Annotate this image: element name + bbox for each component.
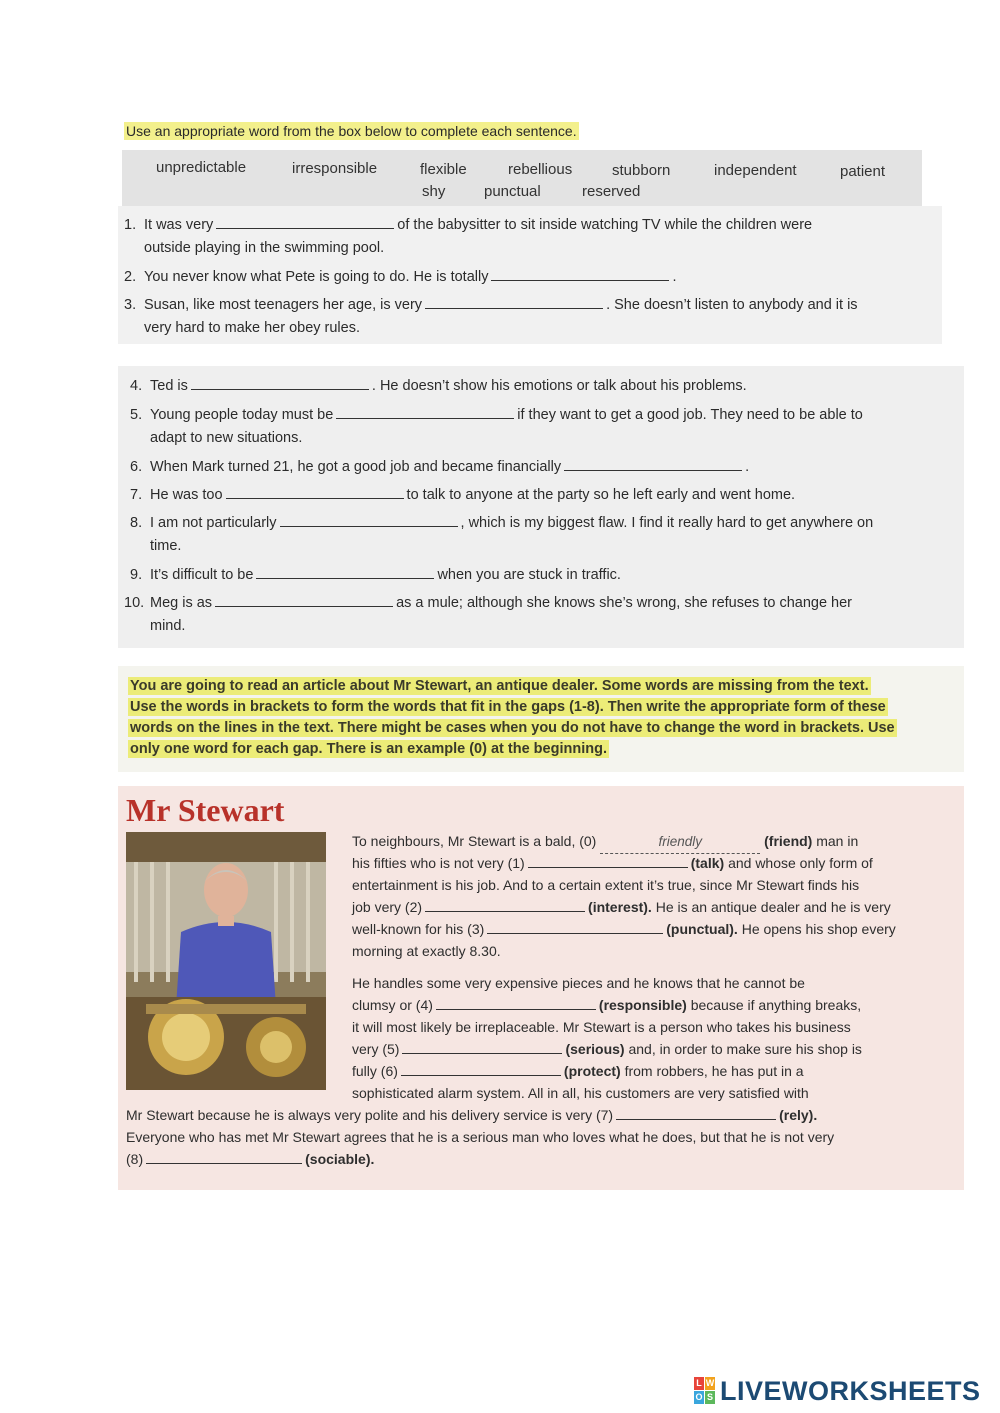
logo-mark-letter: S xyxy=(706,1392,713,1402)
question-text: It was very xyxy=(144,217,214,233)
article-text: (8) xyxy=(126,1151,144,1167)
instruction-2 xyxy=(118,666,964,772)
instruction-2-text: Use the words in brackets to form the words that fit in the gaps (1-8). Then write the appropriate form of these xyxy=(130,699,886,715)
instruction-2-line xyxy=(128,741,609,757)
question-text: if they want to get a good job. They need to be able to xyxy=(517,407,863,423)
word-prompt: (responsible) xyxy=(598,997,687,1013)
question-text: When Mark turned 21, he got a good job and became financially xyxy=(150,459,562,475)
question-number: 4. xyxy=(130,378,143,394)
article-panel xyxy=(118,786,964,1190)
article-line xyxy=(352,1016,851,1038)
word-prompt: (punctual). xyxy=(666,921,738,937)
answer-blank-7[interactable] xyxy=(226,484,404,499)
answer-blank-6[interactable] xyxy=(564,456,742,471)
question-text: to talk to anyone at the party so he left early and went home. xyxy=(406,487,796,503)
answer-blank-4[interactable] xyxy=(191,375,369,390)
question-2 xyxy=(124,266,924,289)
article-line xyxy=(126,1148,374,1170)
question-number: 2. xyxy=(124,269,137,285)
article-text: entertainment is his job. And to a certain extent it’s true, since Mr Stewart finds his xyxy=(352,877,860,893)
article-text: it will most likely be irreplaceable. Mr Stewart is a person who takes his business xyxy=(352,1019,851,1035)
word-prompt: (serious) xyxy=(565,1041,625,1057)
word-prompt: (rely). xyxy=(779,1107,818,1123)
question-text: He was too xyxy=(150,487,223,503)
instruction-2-line xyxy=(128,720,897,736)
answer-blank-3[interactable] xyxy=(425,294,603,309)
article-line xyxy=(352,874,859,896)
instruction-2-text: You are going to read an article about Mr Stewart, an antique dealer. Some words are missing from the text. xyxy=(130,678,869,694)
question-5 xyxy=(130,404,960,450)
question-text: You never know what Pete is going to do. He is totally xyxy=(144,269,489,285)
logo-text: LIVEWORKSHEETS xyxy=(720,1375,981,1406)
article-text: job very (2) xyxy=(352,899,423,915)
article-line xyxy=(352,994,861,1016)
word-prompt: (interest). xyxy=(588,899,652,915)
gap-3-blank[interactable] xyxy=(487,919,663,934)
word-box xyxy=(122,150,922,206)
liveworksheets-logo xyxy=(694,1376,981,1406)
question-text: outside playing in the swimming pool. xyxy=(144,240,385,256)
article-text: fully (6) xyxy=(352,1063,398,1079)
article-title: Mr Stewart xyxy=(126,792,285,828)
article-line xyxy=(352,1060,804,1082)
logo-mark-icon xyxy=(694,1377,716,1405)
article-text: To neighbours, Mr Stewart is a bald, (0) xyxy=(352,833,597,849)
question-number: 7. xyxy=(130,487,143,503)
question-text: when you are stuck in traffic. xyxy=(437,567,621,583)
word-irresponsible: irresponsible xyxy=(292,160,378,177)
article-text: well-known for his (3) xyxy=(352,921,485,937)
article-text: because if anything breaks, xyxy=(690,997,862,1013)
question-number: 6. xyxy=(130,459,143,475)
article-line xyxy=(352,852,873,874)
gap-5-blank[interactable] xyxy=(402,1039,562,1054)
article-text: Everyone who has met Mr Stewart agrees that he is a serious man who loves what he does, but that he is not very xyxy=(126,1129,835,1145)
article-text: morning at exactly 8.30. xyxy=(352,943,501,959)
mr-stewart-photo xyxy=(126,832,326,1090)
article-text: He is an antique dealer and he is very xyxy=(655,899,891,915)
article-text: clumsy or (4) xyxy=(352,997,433,1013)
gap-6-blank[interactable] xyxy=(401,1061,561,1076)
question-1 xyxy=(124,214,924,260)
article-line xyxy=(352,896,891,918)
question-text: , which is my biggest flaw. I find it really hard to get anywhere on xyxy=(460,515,874,531)
question-text: Susan, like most teenagers her age, is very xyxy=(144,297,423,313)
word-flexible: flexible xyxy=(420,161,467,178)
question-text: Meg is as xyxy=(150,595,213,611)
question-text: . She doesn’t listen to anybody and it is xyxy=(606,297,858,313)
logo-mark-letter: L xyxy=(694,1377,704,1390)
question-number: 1. xyxy=(124,217,137,233)
article-line xyxy=(352,830,858,854)
word-patient: patient xyxy=(840,163,886,180)
word-unpredictable: unpredictable xyxy=(156,159,247,176)
article-text: Mr Stewart because he is always very polite and his delivery service is very (7) xyxy=(126,1107,614,1123)
question-text: mind. xyxy=(150,618,186,634)
question-8 xyxy=(130,512,960,558)
question-number: 9. xyxy=(130,567,143,583)
article-line xyxy=(126,1104,817,1126)
question-9 xyxy=(130,564,960,587)
article-text: from robbers, he has put in a xyxy=(624,1063,804,1079)
answer-blank-8[interactable] xyxy=(280,512,458,527)
instruction-1 xyxy=(120,118,946,144)
article-text: He opens his shop every xyxy=(737,921,896,937)
question-text: of the babysitter to sit inside watching TV while the children were xyxy=(397,217,813,233)
answer-blank-1[interactable] xyxy=(216,214,394,229)
word-reserved: reserved xyxy=(582,183,641,200)
word-punctual: punctual xyxy=(484,183,541,200)
question-3 xyxy=(124,294,924,340)
logo-mark-letter: O xyxy=(695,1392,703,1402)
article-text: and, in order to make sure his shop is xyxy=(628,1041,862,1057)
instruction-2-text: only one word for each gap. There is an example (0) at the beginning. xyxy=(130,741,607,757)
gap-2-blank[interactable] xyxy=(425,897,585,912)
instruction-2-text: words on the lines in the text. There might be cases when you do not have to change the word in brackets. Use xyxy=(130,720,895,736)
gap-7-blank[interactable] xyxy=(616,1105,776,1120)
question-7 xyxy=(130,484,960,507)
word-independent: independent xyxy=(714,162,797,179)
word-rebellious: rebellious xyxy=(508,161,573,178)
question-text: It’s difficult to be xyxy=(150,567,254,583)
answer-blank-9[interactable] xyxy=(256,564,434,579)
instruction-1-text: Use an appropriate word from the box below to complete each sentence. xyxy=(126,123,577,139)
instruction-2-line xyxy=(128,699,888,715)
article-line xyxy=(352,1038,862,1060)
article-text: man in xyxy=(816,833,859,849)
word-prompt: (protect) xyxy=(563,1063,621,1079)
photo-illustration xyxy=(126,832,326,1090)
word-prompt: (talk) xyxy=(690,855,725,871)
question-text: as a mule; although she knows she’s wrong, she refuses to change her xyxy=(396,595,853,611)
question-number: 8. xyxy=(130,515,143,531)
article-line xyxy=(352,940,501,962)
article-text: and whose only form of xyxy=(728,855,873,871)
example-answer: friendly xyxy=(600,831,760,854)
question-text: . xyxy=(745,459,750,475)
question-text: . xyxy=(672,269,677,285)
article-line xyxy=(352,972,805,994)
question-4 xyxy=(130,375,960,398)
question-text: I am not particularly xyxy=(150,515,277,531)
article-text: his fifties who is not very (1) xyxy=(352,855,525,871)
article-line xyxy=(352,1082,809,1104)
question-number: 5. xyxy=(130,407,143,423)
gap-1-blank[interactable] xyxy=(528,853,688,868)
question-text: time. xyxy=(150,538,182,554)
gap-8-blank[interactable] xyxy=(146,1149,302,1164)
answer-blank-5[interactable] xyxy=(336,404,514,419)
question-text: very hard to make her obey rules. xyxy=(144,320,360,336)
question-number: 10. xyxy=(124,595,145,611)
article-text: very (5) xyxy=(352,1041,400,1057)
article-line xyxy=(126,1126,834,1148)
question-6 xyxy=(130,456,960,479)
word-prompt: (friend) xyxy=(764,833,813,849)
gap-4-blank[interactable] xyxy=(436,995,596,1010)
instruction-2-line xyxy=(128,678,871,694)
word-shy: shy xyxy=(422,183,446,200)
question-text: Young people today must be xyxy=(150,407,334,423)
answer-blank-10[interactable] xyxy=(215,592,393,607)
word-prompt: (sociable). xyxy=(305,1151,375,1167)
article-text: sophisticated alarm system. All in all, his customers are very satisfied with xyxy=(352,1085,809,1101)
word-stubborn: stubborn xyxy=(612,162,671,179)
question-text: Ted is xyxy=(150,378,188,394)
answer-blank-2[interactable] xyxy=(491,266,669,281)
logo-mark-letter: W xyxy=(705,1378,715,1388)
question-text: . He doesn’t show his emotions or talk about his problems. xyxy=(371,378,747,394)
question-10 xyxy=(124,592,960,638)
question-number: 3. xyxy=(124,297,137,313)
article-text: He handles some very expensive pieces and he knows that he cannot be xyxy=(352,975,805,991)
article-line xyxy=(352,918,896,940)
question-text: adapt to new situations. xyxy=(150,430,303,446)
